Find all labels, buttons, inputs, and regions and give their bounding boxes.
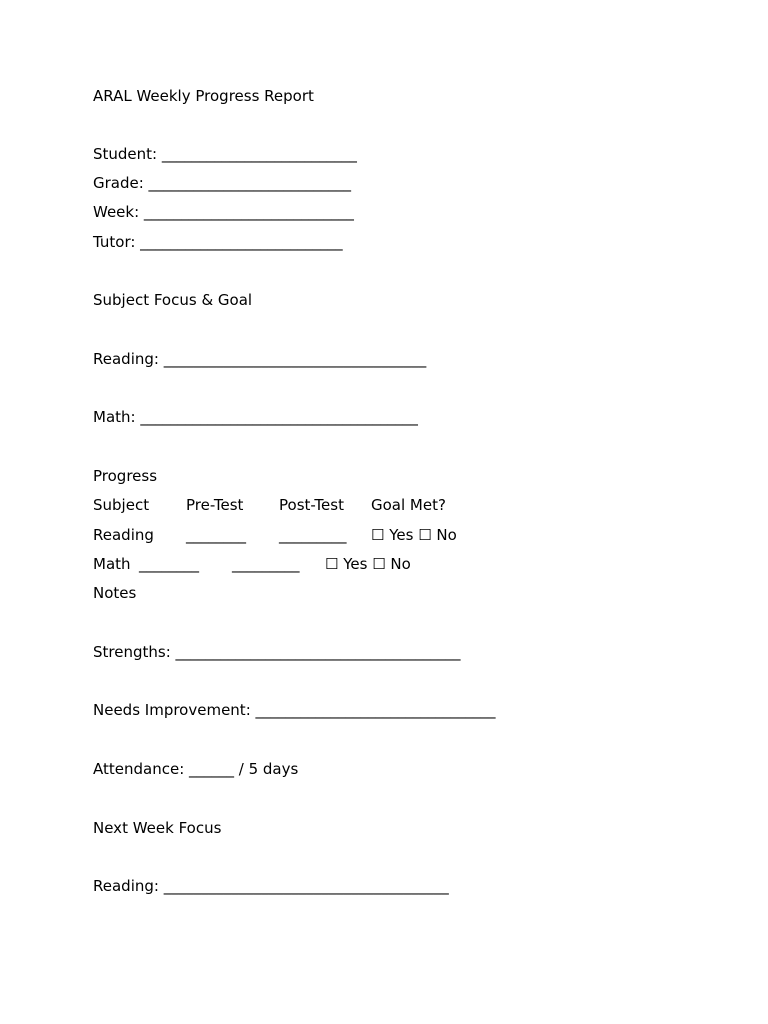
reading-subject: Reading <box>93 526 154 544</box>
student-field: Student: __________________________ <box>93 145 357 163</box>
reading-post-test-blank: _________ <box>279 526 347 544</box>
subject-focus-heading: Subject Focus & Goal <box>93 291 253 309</box>
notes-heading: Notes <box>93 584 137 602</box>
needs-improvement-field: Needs Improvement: ________________________________ <box>93 701 496 719</box>
next-week-reading-field: Reading: ______________________________________ <box>93 877 449 895</box>
reading-goal-field: Reading: ___________________________________ <box>93 350 427 368</box>
header-goal-met: Goal Met? <box>371 496 446 514</box>
math-pre-test-blank: ________ <box>139 555 199 573</box>
grade-field: Grade: ___________________________ <box>93 174 352 192</box>
math-post-test-blank: _________ <box>232 555 300 573</box>
header-post-test: Post-Test <box>279 496 344 514</box>
math-subject: Math <box>93 555 131 573</box>
strengths-field: Strengths: ______________________________________ <box>93 643 461 661</box>
header-pre-test: Pre-Test <box>186 496 244 514</box>
header-subject: Subject <box>93 496 150 514</box>
reading-goal-met-checkboxes: ☐ Yes ☐ No <box>371 526 457 544</box>
attendance-field: Attendance: ______ / 5 days <box>93 760 299 778</box>
next-week-focus-heading: Next Week Focus <box>93 819 222 837</box>
reading-pre-test-blank: ________ <box>186 526 246 544</box>
math-goal-met-checkboxes: ☐ Yes ☐ No <box>325 555 411 573</box>
tutor-field: Tutor: ___________________________ <box>93 233 343 251</box>
math-goal-field: Math: _____________________________________ <box>93 408 418 426</box>
progress-heading: Progress <box>93 467 158 485</box>
report-title: ARAL Weekly Progress Report <box>93 87 314 105</box>
week-field: Week: ____________________________ <box>93 203 354 221</box>
